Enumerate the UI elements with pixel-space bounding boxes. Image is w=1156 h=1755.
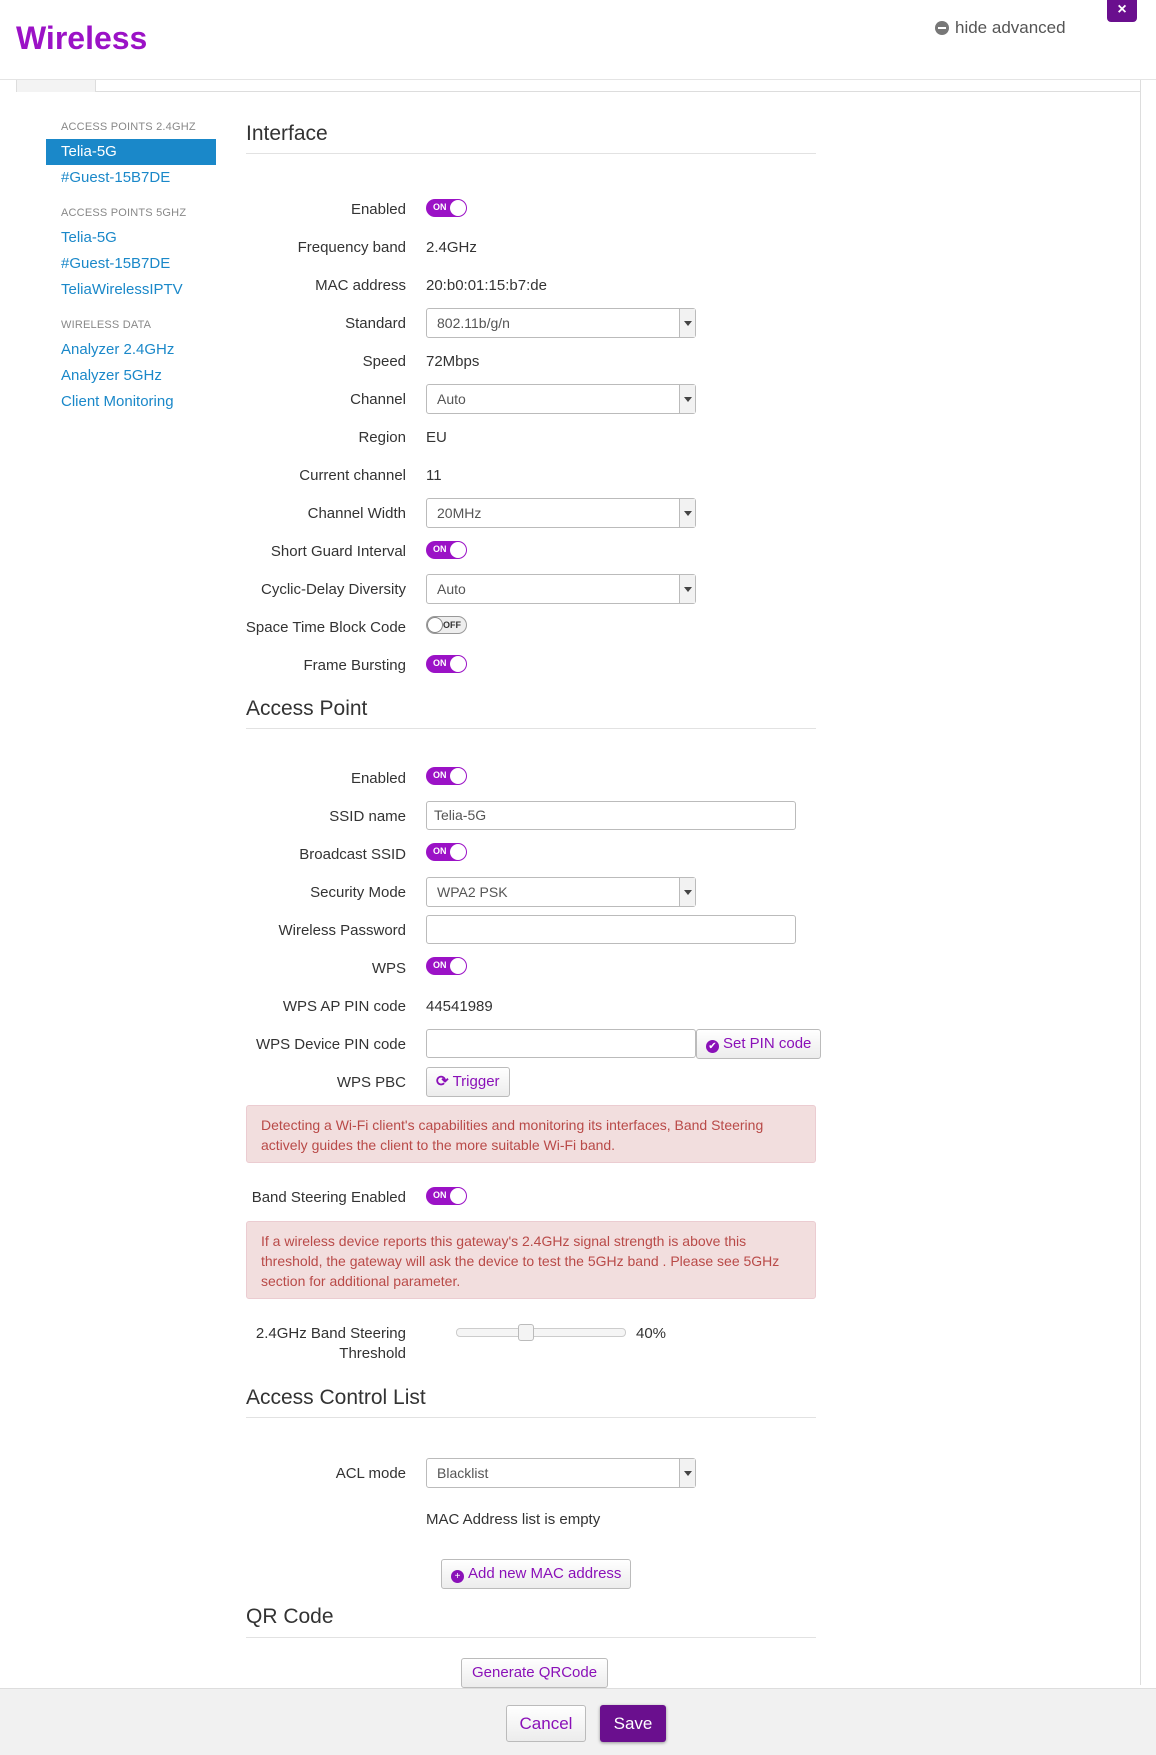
toggle-knob — [450, 200, 466, 216]
generate-qr-button[interactable] — [461, 1658, 608, 1688]
security-mode-label: Security Mode — [310, 884, 406, 901]
stbc-label: Space Time Block Code — [245, 619, 406, 636]
check-circle-icon: ✔ — [706, 1040, 719, 1053]
tab-stub[interactable] — [16, 80, 96, 92]
hide-advanced-label: hide advanced — [955, 18, 1066, 37]
frequency-value: 2.4GHz — [426, 239, 477, 256]
channel-select[interactable] — [426, 384, 696, 414]
minus-circle-icon — [935, 21, 949, 35]
set-pin-label: Set PIN code — [723, 1035, 812, 1052]
save-button[interactable]: Save — [600, 1705, 666, 1742]
threshold-alert: If a wireless device reports this gateway's 2.4GHz signal strength is above this threshold, the gateway will ask the device to test the 5GHz band . Please see 5GHz section for additional parameter. — [246, 1221, 816, 1299]
toggle-text: ON — [433, 846, 447, 856]
stbc-toggle[interactable] — [426, 616, 467, 634]
sidebar-heading-ap24: ACCESS POINTS 2.4GHZ — [61, 121, 196, 133]
acl-mode-select[interactable] — [426, 1458, 696, 1488]
threshold-label-line2: Threshold — [339, 1345, 406, 1362]
access-point-title: Access Point — [246, 697, 368, 720]
caret-down-icon — [679, 878, 695, 906]
threshold-value: 40% — [636, 1325, 667, 1342]
band-steering-label: Band Steering Enabled — [251, 1189, 406, 1206]
toggle-knob — [450, 768, 466, 784]
qr-title: QR Code — [246, 1605, 334, 1628]
caret-down-icon — [679, 1459, 695, 1487]
acl-mode-selected: Blacklist — [437, 1465, 489, 1481]
ap-enabled-label: Enabled — [350, 770, 406, 787]
add-mac-label: Add new MAC address — [468, 1565, 622, 1582]
trigger-button[interactable] — [426, 1067, 510, 1097]
frame-bursting-toggle[interactable] — [426, 655, 467, 673]
ssid-label: SSID name — [329, 808, 406, 825]
acl-divider — [246, 1417, 816, 1418]
threshold-slider-handle[interactable] — [518, 1324, 534, 1341]
caret-down-icon — [679, 499, 695, 527]
scroll-edge — [1140, 80, 1141, 1685]
mac-list-empty-text: MAC Address list is empty — [426, 1511, 601, 1528]
channel-width-selected: 20MHz — [437, 505, 482, 521]
set-pin-button[interactable] — [696, 1029, 821, 1059]
broadcast-ssid-toggle[interactable] — [426, 843, 467, 861]
acl-title: Access Control List — [246, 1386, 426, 1409]
sgi-toggle[interactable] — [426, 541, 467, 559]
frame-bursting-label: Frame Bursting — [303, 657, 406, 674]
cdd-select[interactable] — [426, 574, 696, 604]
band-steering-toggle[interactable] — [426, 1187, 467, 1205]
standard-selected: 802.11b/g/n — [437, 315, 510, 331]
wps-pbc-label: WPS PBC — [336, 1074, 406, 1091]
toggle-text: ON — [433, 770, 447, 780]
region-label: Region — [358, 429, 406, 446]
sidebar-item-telia-5g-24[interactable]: Telia-5G — [46, 139, 216, 165]
cancel-button[interactable]: Cancel — [506, 1705, 586, 1742]
cdd-label: Cyclic-Delay Diversity — [260, 581, 406, 598]
ssid-input[interactable]: Telia-5G — [426, 801, 796, 830]
wps-device-pin-label: WPS Device PIN code — [255, 1036, 406, 1053]
toggle-knob — [450, 656, 466, 672]
acl-mode-label: ACL mode — [335, 1465, 406, 1482]
sidebar-item-analyzer-24[interactable]: Analyzer 2.4GHz — [61, 341, 175, 358]
sidebar-heading-data: WIRELESS DATA — [61, 319, 152, 331]
access-point-divider — [246, 728, 816, 729]
interface-divider — [246, 153, 816, 154]
current-channel-label: Current channel — [299, 467, 406, 484]
ap-enabled-toggle[interactable] — [426, 767, 467, 785]
refresh-icon: ⟳ — [436, 1073, 449, 1090]
interface-title: Interface — [246, 122, 328, 145]
wps-label: WPS — [371, 960, 406, 977]
trigger-label: Trigger — [452, 1073, 500, 1090]
sidebar-item-analyzer-5[interactable]: Analyzer 5GHz — [61, 367, 162, 384]
channel-label: Channel — [350, 391, 406, 408]
toggle-text: OFF — [443, 620, 461, 630]
security-mode-selected: WPA2 PSK — [437, 884, 508, 900]
standard-select[interactable] — [426, 308, 696, 338]
security-mode-select[interactable] — [426, 877, 696, 907]
page-title: Wireless — [16, 20, 148, 56]
sidebar-item-iptv[interactable]: TeliaWirelessIPTV — [61, 281, 183, 298]
toggle-knob — [427, 617, 443, 633]
caret-down-icon — [679, 309, 695, 337]
speed-label: Speed — [362, 353, 406, 370]
plus-circle-icon: + — [451, 1570, 464, 1583]
toggle-text: ON — [433, 1190, 447, 1200]
generate-qr-label: Generate QRCode — [472, 1664, 598, 1681]
tab-strip — [16, 80, 1140, 92]
channel-selected: Auto — [437, 391, 466, 407]
standard-label: Standard — [345, 315, 406, 332]
sidebar — [46, 118, 216, 415]
wireless-password-label: Wireless Password — [278, 922, 406, 939]
caret-down-icon — [679, 575, 695, 603]
hide-advanced-link[interactable] — [935, 18, 1066, 38]
toggle-text: ON — [433, 544, 447, 554]
sidebar-item-client-monitoring[interactable]: Client Monitoring — [61, 393, 174, 410]
mac-label: MAC address — [315, 277, 406, 294]
toggle-knob — [450, 542, 466, 558]
channel-width-select[interactable] — [426, 498, 696, 528]
toggle-knob — [450, 958, 466, 974]
toggle-text: ON — [433, 658, 447, 668]
wps-ap-pin-label: WPS AP PIN code — [282, 998, 406, 1015]
wps-toggle[interactable] — [426, 957, 467, 975]
mac-value: 20:b0:01:15:b7:de — [426, 277, 547, 294]
wps-device-pin-input[interactable] — [426, 1029, 696, 1058]
close-icon: × — [1117, 1, 1127, 18]
cdd-selected: Auto — [437, 581, 466, 597]
region-value: EU — [426, 429, 447, 446]
modal-footer — [0, 1688, 1156, 1755]
frequency-label: Frequency band — [297, 239, 406, 256]
current-channel-value: 11 — [426, 467, 442, 484]
sidebar-item-telia-5g-5[interactable]: Telia-5G — [61, 229, 117, 246]
channel-width-label: Channel Width — [307, 505, 406, 522]
if-enabled-toggle[interactable] — [426, 199, 467, 217]
threshold-label-line1: 2.4GHz Band Steering — [255, 1325, 406, 1342]
broadcast-ssid-label: Broadcast SSID — [299, 846, 406, 863]
speed-value: 72Mbps — [426, 353, 480, 370]
close-button[interactable] — [1107, 0, 1137, 22]
if-enabled-label: Enabled — [350, 201, 406, 218]
toggle-text: ON — [433, 960, 447, 970]
wireless-password-input[interactable] — [426, 915, 796, 944]
wps-ap-pin-value: 44541989 — [426, 998, 493, 1015]
toggle-knob — [450, 1188, 466, 1204]
page-header — [0, 0, 1156, 80]
threshold-slider[interactable] — [456, 1328, 626, 1337]
caret-down-icon — [679, 385, 695, 413]
sgi-label: Short Guard Interval — [270, 543, 406, 560]
sidebar-item-guest-24[interactable]: #Guest-15B7DE — [61, 169, 171, 186]
toggle-knob — [450, 844, 466, 860]
toggle-text: ON — [433, 202, 447, 212]
band-steering-alert: Detecting a Wi-Fi client's capabilities and monitoring its interfaces, Band Steering actively guides the client to the more suitable Wi-Fi band. — [246, 1105, 816, 1163]
add-mac-button[interactable] — [441, 1559, 631, 1589]
sidebar-heading-ap5: ACCESS POINTS 5GHZ — [61, 207, 187, 219]
qr-divider — [246, 1637, 816, 1638]
sidebar-item-guest-5[interactable]: #Guest-15B7DE — [61, 255, 171, 272]
